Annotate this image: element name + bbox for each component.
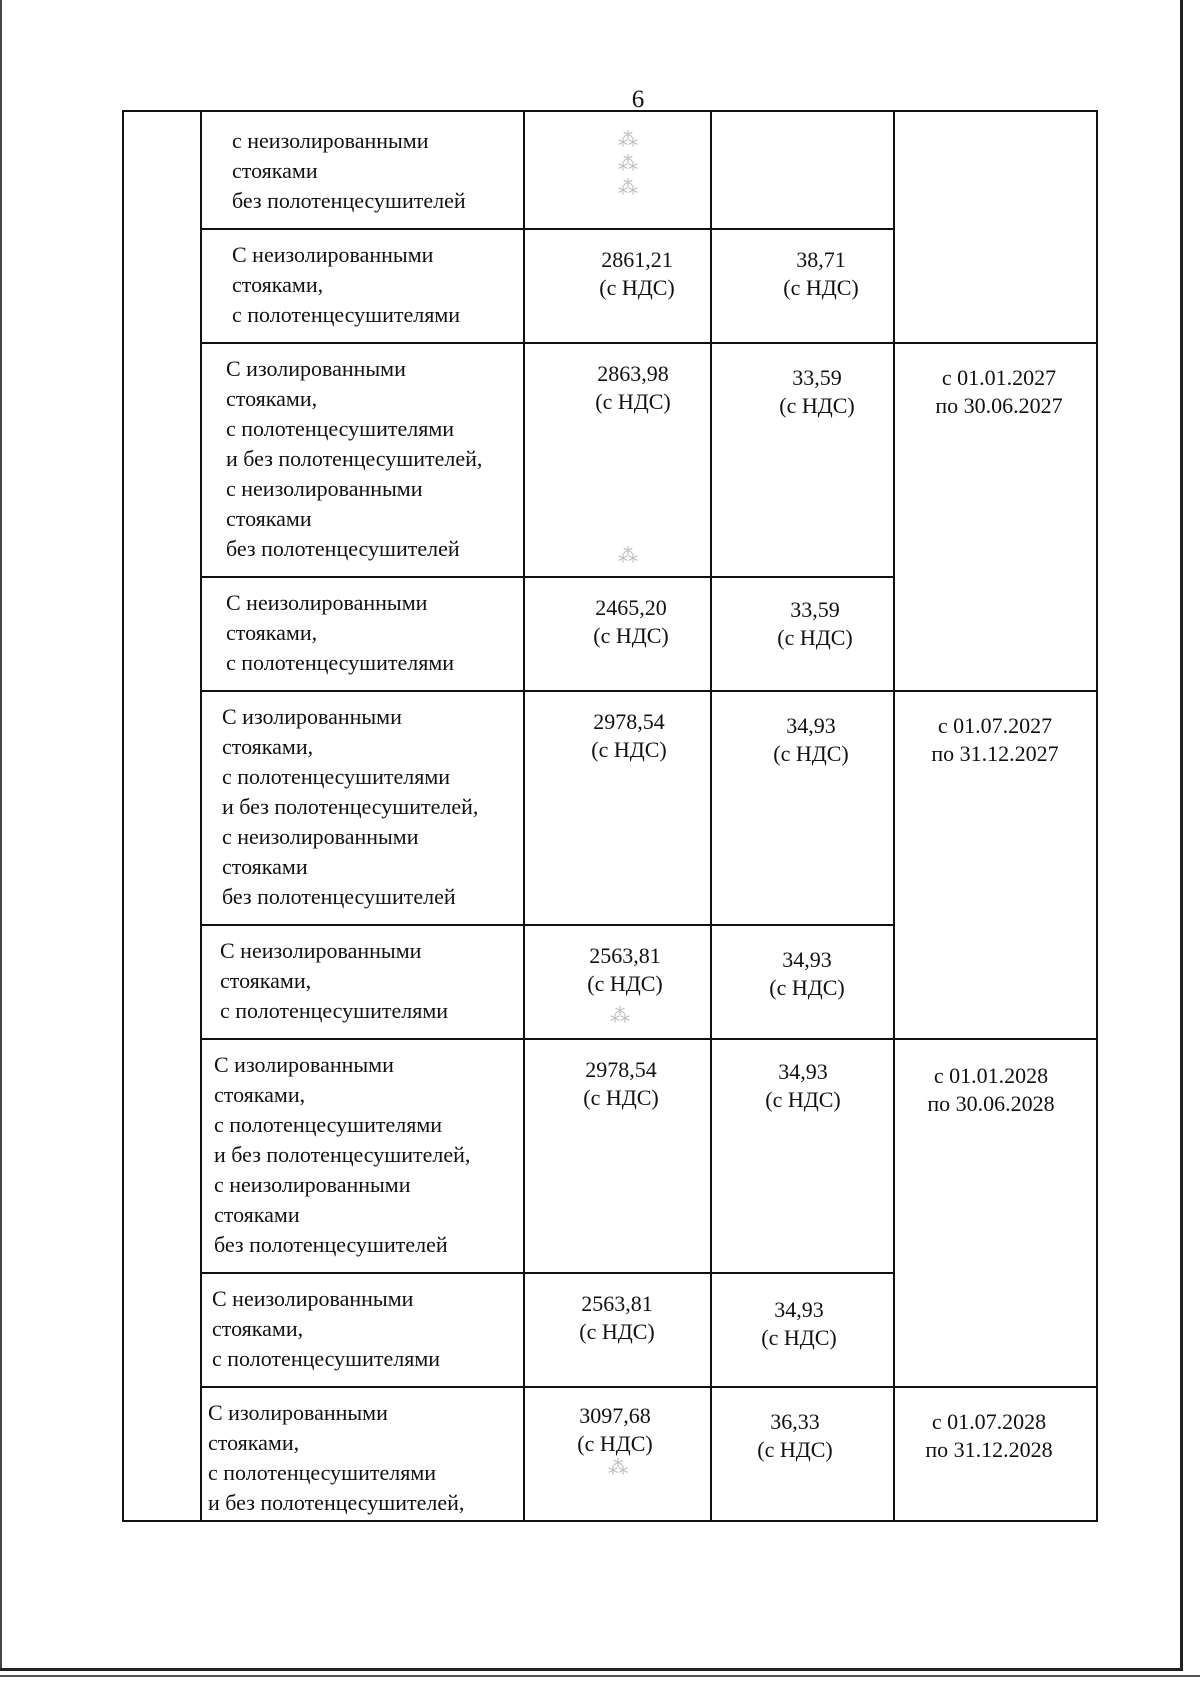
price-value: 2863,98: [597, 361, 669, 386]
price-value: 3097,68: [579, 1403, 651, 1428]
price-note: (с НДС): [599, 275, 675, 300]
row-description: С неизолированными стояками, с полотенцесушителями: [226, 590, 455, 675]
row-line-7: [200, 1272, 893, 1274]
row-description: С изолированными стояками, с полотенцесушителями и без полотенцесушителей, с неизолированными стояками без полотенцесушителей: [222, 704, 479, 909]
price-value: 2563,81: [589, 943, 661, 968]
rate-value: 34,93: [778, 1059, 828, 1084]
rate-value: 34,93: [774, 1297, 824, 1322]
col-line-4: [893, 110, 895, 1522]
rate-value: 36,33: [770, 1409, 820, 1434]
price-note: (с НДС): [595, 389, 671, 414]
price-note: (с НДС): [583, 1085, 659, 1110]
period-to: по 30.06.2028: [927, 1091, 1055, 1116]
row-description: С изолированными стояками, с полотенцесушителями и без полотенцесушителей, с неизолированными стояками без полотенцесушителей: [226, 356, 483, 561]
price-value: 2861,21: [601, 247, 673, 272]
rate-value: 34,93: [786, 713, 836, 738]
period-from: с 01.01.2028: [933, 1063, 1049, 1088]
row-line-8: [200, 1386, 1098, 1388]
price-note: (с НДС): [593, 623, 669, 648]
page-number: 6: [631, 86, 645, 113]
col-line-1: [200, 110, 202, 1522]
period-from: с 01.07.2028: [931, 1409, 1047, 1434]
row-description: С изолированными стояками, с полотенцесушителями и без полотенцесушителей, с неизолированными стояками без полотенцесушителей: [214, 1052, 471, 1257]
page-edge-left: [0, 0, 2, 1670]
price-note: (с НДС): [579, 1319, 655, 1344]
price-note: (с НДС): [591, 737, 667, 762]
col-line-3: [710, 110, 712, 1522]
rate-note: (с НДС): [761, 1325, 837, 1350]
rate-note: (с НДС): [769, 975, 845, 1000]
stamp-mark: ⁂: [610, 1005, 631, 1027]
period-to: по 31.12.2028: [925, 1437, 1053, 1462]
price-value: 2978,54: [585, 1057, 657, 1082]
price-note: (с НДС): [587, 971, 663, 996]
rate-value: 33,59: [790, 597, 840, 622]
price-value: 2978,54: [593, 709, 665, 734]
rate-note: (с НДС): [757, 1437, 833, 1462]
stamp-mark: ⁂ ⁂ ⁂: [618, 129, 639, 199]
row-line-5: [200, 924, 893, 926]
stamp-mark: ⁂: [618, 545, 639, 567]
row-description: С изолированными стояками, с полотенцесушителями и без полотенцесушителей,: [208, 1400, 465, 1515]
row-line-2: [200, 342, 1098, 344]
period-from: с 01.01.2027: [941, 365, 1057, 390]
price-note: (с НДС): [577, 1431, 653, 1456]
rate-note: (с НДС): [783, 275, 859, 300]
price-value: 2563,81: [581, 1291, 653, 1316]
row-description: С неизолированными стояками, с полотенцесушителями: [232, 242, 461, 327]
period-to: по 30.06.2027: [935, 393, 1063, 418]
period-from: с 01.07.2027: [937, 713, 1053, 738]
rate-note: (с НДС): [779, 393, 855, 418]
rate-value: 34,93: [782, 947, 832, 972]
row-line-6: [200, 1038, 1098, 1040]
rate-note: (с НДС): [765, 1087, 841, 1112]
page-edge-bottom-shadow: [0, 1675, 1200, 1677]
price-value: 2465,20: [595, 595, 667, 620]
page-edge-right: [1180, 0, 1183, 1670]
period-to: по 31.12.2027: [931, 741, 1059, 766]
row-line-3: [200, 576, 893, 578]
rate-note: (с НДС): [777, 625, 853, 650]
row-line-4: [200, 690, 1098, 692]
page-edge-bottom: [0, 1668, 1183, 1671]
row-description: С неизолированными стояками, с полотенцесушителями: [220, 938, 449, 1023]
row-description: С неизолированными стояками, с полотенцесушителями: [212, 1286, 441, 1371]
stamp-mark: ⁂: [608, 1457, 629, 1479]
row-description: с неизолированными стояками без полотенцесушителей: [232, 128, 466, 213]
rate-note: (с НДС): [773, 741, 849, 766]
rate-value: 38,71: [796, 247, 846, 272]
row-line-1: [200, 228, 893, 230]
rate-value: 33,59: [792, 365, 842, 390]
col-line-2: [523, 110, 525, 1522]
